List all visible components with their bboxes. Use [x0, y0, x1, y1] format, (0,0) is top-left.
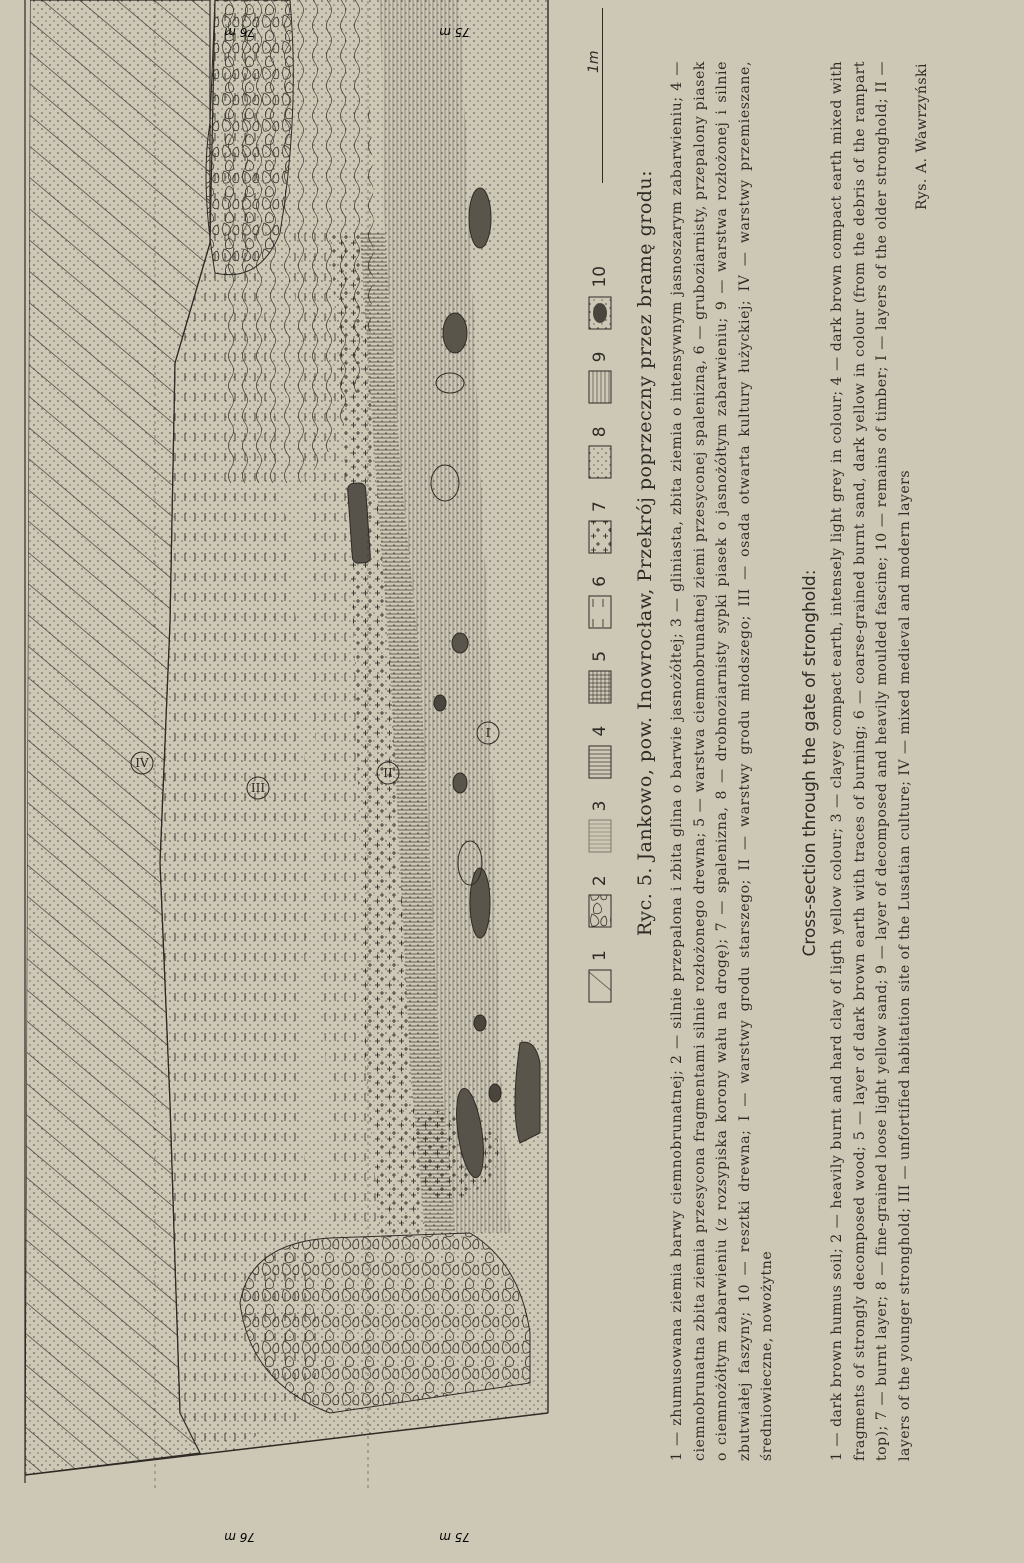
legend-swatch-dense [588, 670, 612, 704]
legend-label-4: 4 [590, 725, 610, 737]
legend-item-6 [588, 576, 612, 629]
legend-item-3 [588, 801, 612, 854]
scale-line [602, 8, 603, 183]
legend-label-10: 10 [590, 265, 610, 288]
caption-pl-title: Ryc. 5. Jankowo, pow. Inowrocław, Przekrój poprzeczny przez bramę grodu: [634, 169, 656, 937]
legend [588, 266, 612, 1003]
legend-swatch-vdash [588, 819, 612, 853]
legend-swatch-cells [588, 894, 612, 928]
legend-swatch-dash [588, 595, 612, 629]
legend-item-10 [588, 266, 612, 330]
legend-swatch-plus [588, 520, 612, 554]
legend-item-2 [588, 875, 612, 928]
legend-item-7 [588, 501, 612, 554]
marker-I: I [485, 726, 491, 740]
legend-swatch-hlines [588, 370, 612, 404]
datum-75-right: 75 m [439, 25, 470, 39]
legend-label-3: 3 [590, 800, 610, 812]
legend-label-9: 9 [590, 351, 610, 363]
scale-label: 1m [586, 50, 602, 73]
datum-75-left: 75 m [439, 1530, 470, 1544]
marker-IV: IV [135, 756, 149, 770]
scale-bar [586, 8, 603, 183]
legend-label-6: 6 [590, 576, 610, 587]
caption-en-body: 1 — dark brown humus soil; 2 — heavily burnt and hard clay of ligth yellow colour; 3 — clayey compact earth, intensely light grey in colour; 4 — dark brown compact earth mixed with fragments of strongly decomposed wood; 5 — layer of dark brown earth with traces of burning; 6 — coarse-grained burnt sand, dark yellow in colour (from the debris of the rampart top); 7 — burnt layer; 8 — fine-grained loose light yellow sand; 9 — layer of decomposed and heavily moulded fascine; 10 — remains of timber; I — layers of the older stronghold; II — layers of the younger stronghold; III — unfortified habitation site of the Lusatian culture; IV — mixed medieval and modern layers [829, 61, 913, 1461]
legend-label-1: 1 [590, 950, 610, 961]
datum-76-left: 76 m [224, 1530, 255, 1544]
marker-III: III [250, 781, 266, 795]
datum-76-right: 76 m [224, 25, 255, 39]
legend-swatch-vlines [588, 745, 612, 779]
drawing-credit: Rys. A. Wawrzyński [914, 63, 930, 210]
legend-swatch-hatch [588, 969, 612, 1003]
legend-item-1 [588, 950, 612, 1003]
legend-item-9 [588, 352, 612, 405]
legend-label-2: 2 [590, 875, 610, 887]
legend-item-5 [588, 651, 612, 704]
caption-pl-body: 1 — zhumusowana ziemia barwy ciemnobrunatnej; 2 — silnie przepalona i zbita glina o barwie jasnożółtej; 3 — gliniasta, zbita ziemia o intensywnym jasnoszarym zabarwieniu; 4 — ciemnobrunatna zbita ziemia przesycona fragmentami silnie rozłożonego drewna; 5 — warstwa ciemnobrunatnej ziemi przesyconej spalenizną, 6 — gruboziarnisty, przepalony piasek o ciemnożółtym zabarwieniu (z rozsypiska korony wału na drogę); 7 — spalenizna, 8 — drobnoziarnisty sypki piasek o jasnożółtym zabarwieniu; 9 — warstwa rozłożonej i silnie zbutwiałej faszyny; 10 — resztki drewna; I — warstwy grodu starszego; II — warstwy grodu młodszego; III — osada otwarta kultury łużyckiej; IV — warstwy przemieszane, średniowieczne, nowożytne [669, 61, 775, 1461]
caption-en-title: Cross-section through the gate of stronghold: [800, 569, 820, 957]
legend-swatch-dots [588, 445, 612, 479]
legend-item-8 [588, 426, 612, 479]
legend-label-7: 7 [590, 501, 610, 513]
legend-label-8: 8 [590, 426, 610, 438]
legend-label-5: 5 [590, 650, 610, 662]
legend-item-4 [588, 726, 612, 779]
marker-II: II [383, 766, 393, 780]
legend-swatch-timber [588, 296, 612, 330]
